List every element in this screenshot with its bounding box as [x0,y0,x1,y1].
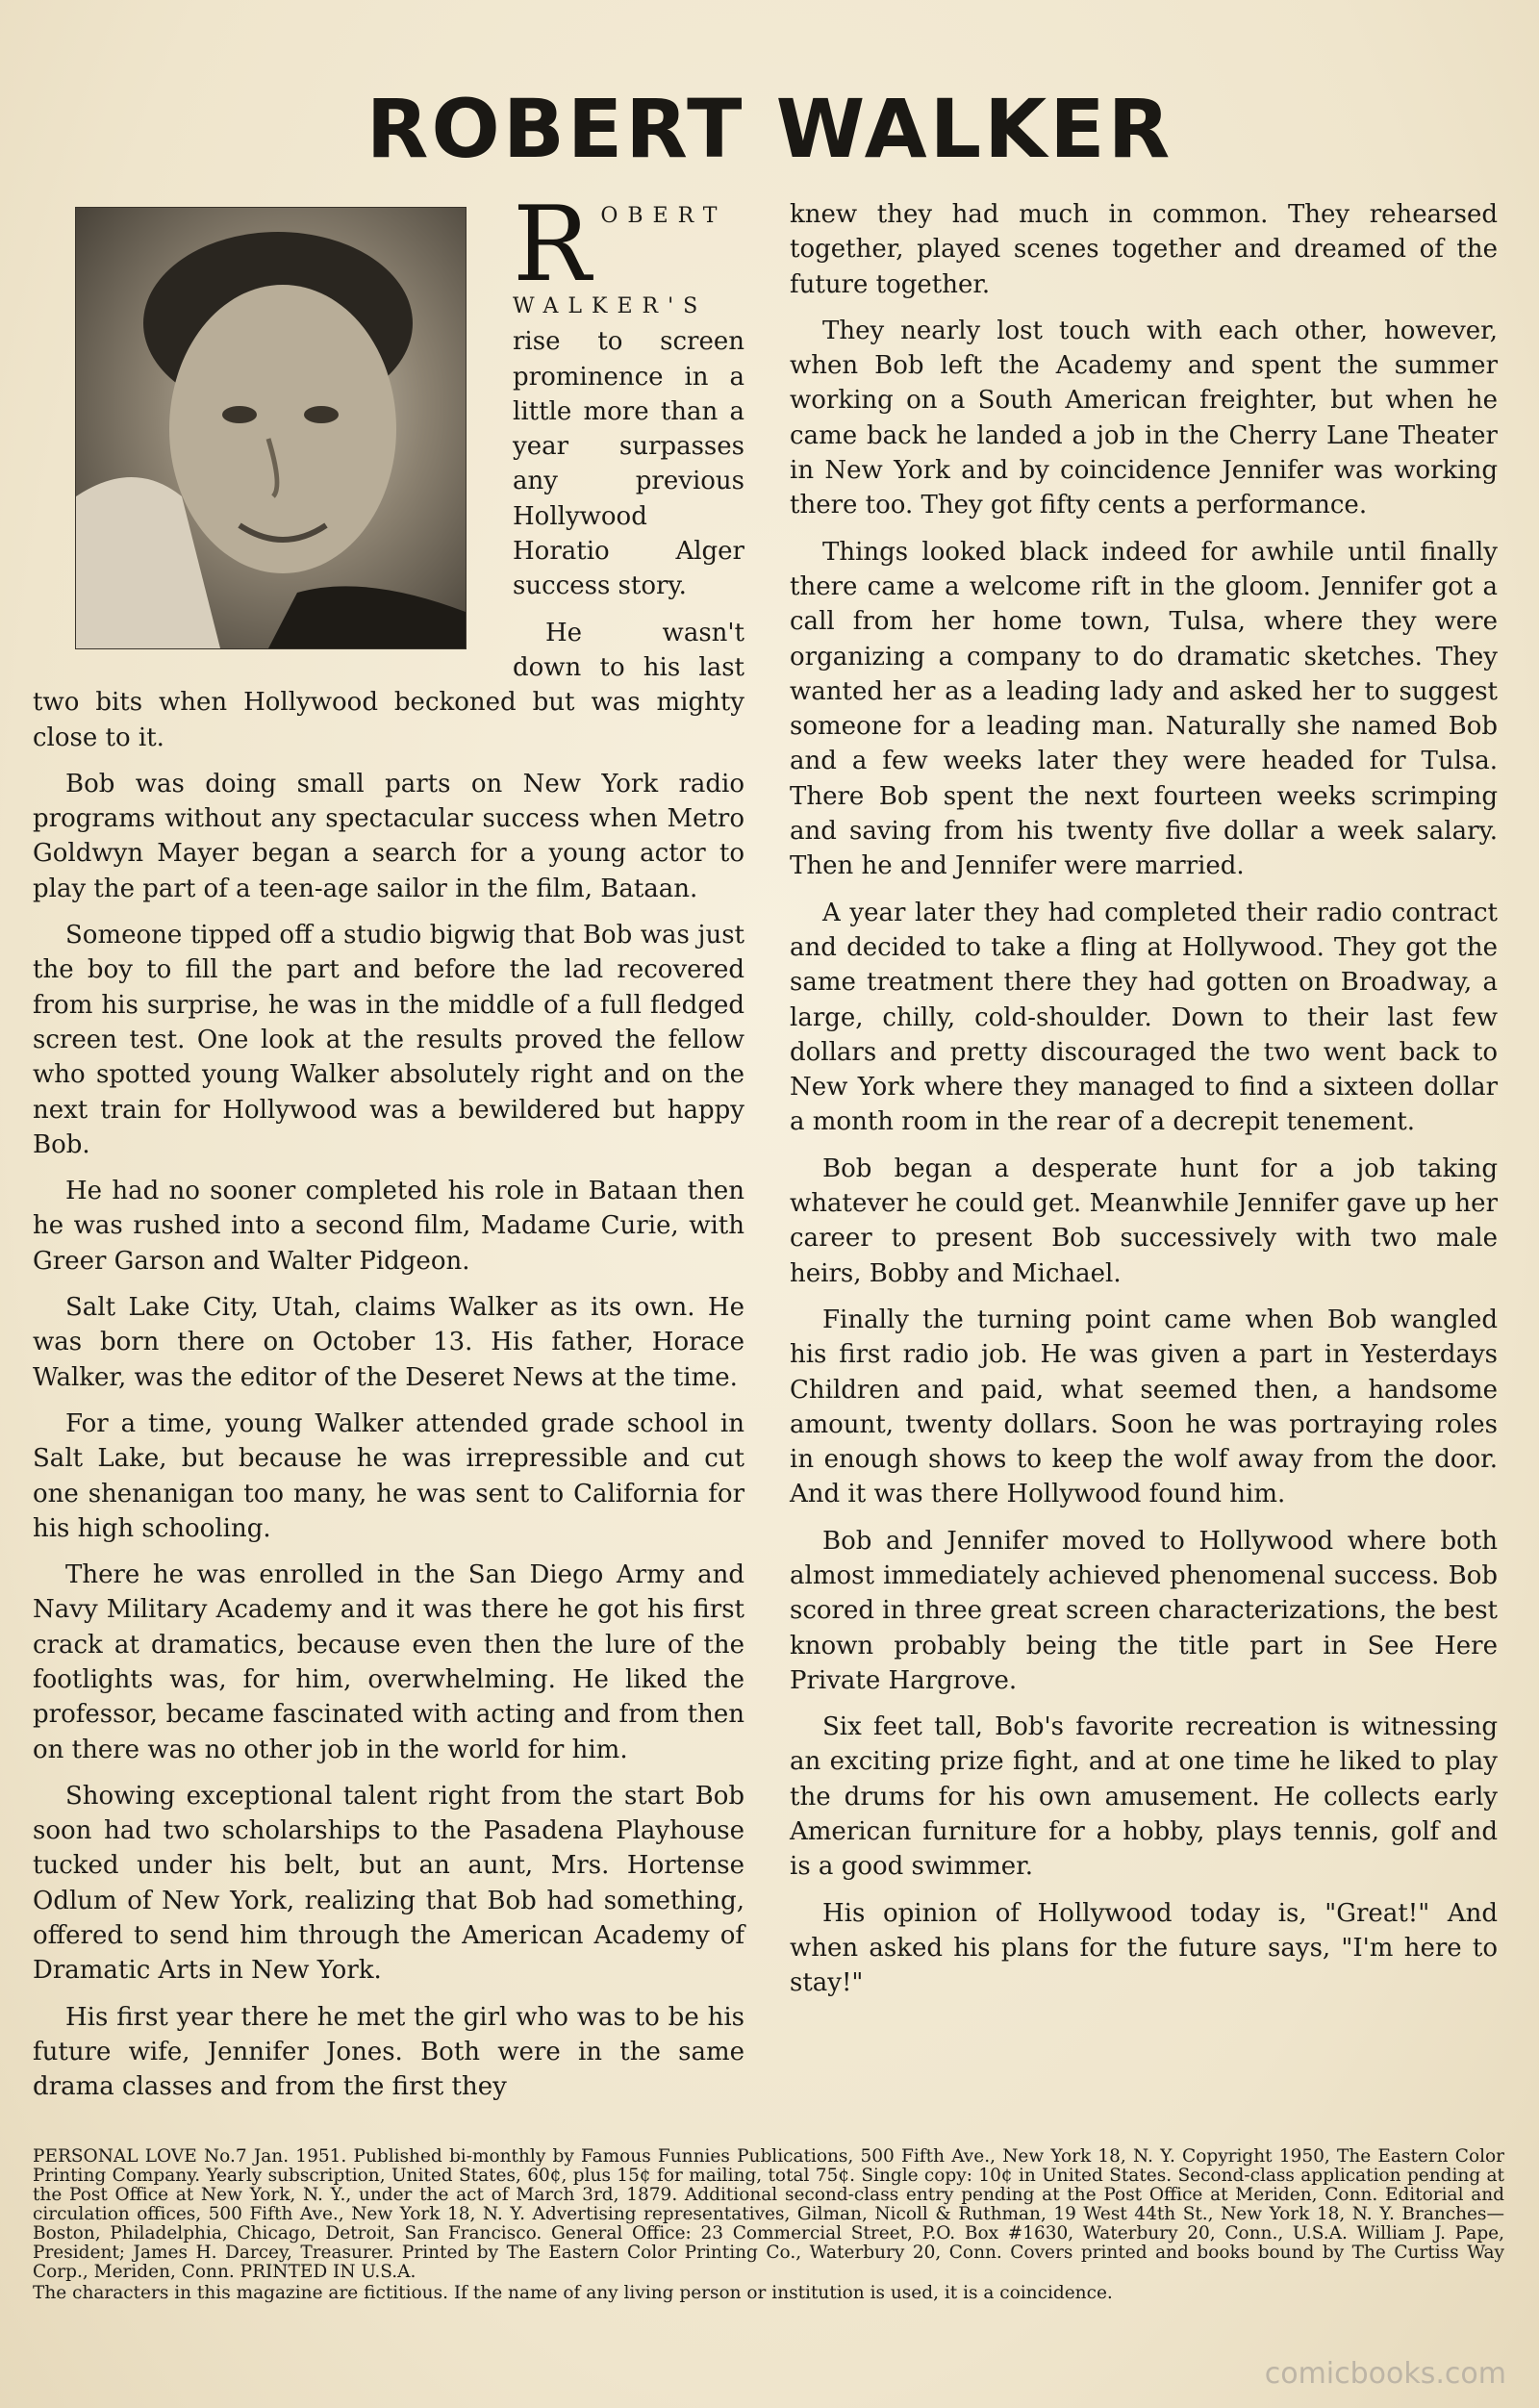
article-title: ROBERT WALKER [366,82,1173,176]
intro-text: rise to screen prominence in a little more than a year surpasses any previous Hollywood Horatio Alger success story. [513,327,744,601]
paragraph: Showing exceptional talent right from the start Bob soon had two scholarships to the Pasadena Playhouse tucked under his belt, but an aunt, Mrs. Hortense Odlum of New York, realizing that Bob had something, offered to send him through the American Academy of Dramatic Arts in New York. [33,1781,744,1986]
paragraph: A year later they had completed their radio contract and decided to take a fling at Hollywood. They got the same treatment there they had gotten on Broadway, a large, chilly, cold-shoulder. Down to their last few dollars and pretty discouraged the two went back to New York where they managed to find a sixteen dollar a month room in the rear of a decrepit tenement. [790,898,1498,1137]
disclaimer-text: The characters in this magazine are fictitious. If the name of any living person or institution is used, it is a coincidence. [33,2283,1113,2303]
paragraph: Bob was doing small parts on New York radio programs without any spectacular success when Metro Goldwyn Mayer began a search for a young actor to play the part of a teen-age sailor in the film, Bataan. [33,769,744,903]
left-column [33,185,744,2117]
paragraph: They nearly lost touch with each other, however, when Bob left the Academy and spent the summer working on a South American freighter, but when he came back he landed a job in the Cherry Lane Theater in New York and by coincidence Jennifer was working there too. They got fifty cents a performance. [790,316,1498,520]
intro-caps: OBERT WALKER'S [513,204,727,318]
paragraph: Things looked black indeed for awhile until finally there came a welcome rift in the gloom. Jennifer got a call from her home town, Tulsa, where they were organizing a company to do dramatic sketches. They wanted her as a leading lady and asked her to suggest someone for a leading man. Naturally she named Bob and a few weeks later they were headed for Tulsa. There Bob spent the next fourteen weeks scrimping and saving from his twenty five dollar a week salary. Then he and Jennifer were married. [790,537,1498,881]
paragraph: Someone tipped off a studio bigwig that Bob was just the boy to fill the part and before the lad recovered from his surprise, he was in the middle of a full fledged screen test. One look at the results proved the fellow who spotted young Walker absolutely right and on the next train for Hollywood was a bewildered but happy Bob. [33,921,744,1159]
paragraph: Salt Lake City, Utah, claims Walker as its own. He was born there on October 13. His father, Horace Walker, was the editor of the Deseret News at the time. [33,1293,744,1392]
paragraph: His opinion of Hollywood today is, "Great!" And when asked his plans for the future says, "I'm here to stay!" [790,1898,1498,1998]
paragraph: Bob began a desperate hunt for a job taking whatever he could get. Meanwhile Jennifer gave up her career to present Bob successively with two male heirs, Bobby and Michael. [790,1153,1498,1288]
portrait-photo [75,207,467,649]
right-column [790,197,1498,2013]
drop-cap: R [513,185,592,305]
paragraph: Finally the turning point came when Bob wangled his first radio job. He was given a part in Yesterdays Children and paid, what seemed then, a handsome amount, twenty dollars. Soon he was portraying roles in enough shows to keep the wolf away from the door. And it was there Hollywood found him. [790,1305,1498,1509]
portrait-illustration [76,208,466,648]
paragraph: For a time, young Walker attended grade school in Salt Lake, but because he was irrepressible and cut one shenanigan too many, he was sent to California for his high schooling. [33,1408,744,1543]
paragraph: Bob and Jennifer moved to Hollywood where both almost immediately achieved phenomenal success. Bob scored in three great screen characterizations, the best known probably being the title part in See Here Private Hargrove. [790,1526,1498,1695]
paragraph: He had no sooner completed his role in Bataan then he was rushed into a second film, Madame Curie, with Greer Garson and Walter Pidgeon. [33,1177,744,1276]
indicia-text: PERSONAL LOVE No.7 Jan. 1951. Published bi-monthly by Famous Funnies Publications, 500 Fifth Ave., New York 18, N. Y. Copyright 1950, The Eastern Color Printing Company. Yearly subscription, United States, 60¢, plus 15¢ for mailing, total 75¢. Single copy: 10¢ in United States. Second-class application pending at the Post Office at New York, N. Y., under the act of March 3rd, 1879. Additional second-class entry pending at the Post Office at Meriden, Conn. Editorial and circulation offices, 500 Fifth Ave., New York 18, N. Y. Advertising representatives, Gilman, Nicoll & Ruthman, 19 West 44th St., New York 18, N. Y. Branches—Boston, Philadelphia, Chicago, Detroit, San Francisco. General Office: 23 Commercial Street, P.O. Box #1630, Waterbury 20, Conn., U.S.A. William J. Pape, President; James H. Darcey, Treasurer. Printed by The Eastern Color Printing Co., Waterbury 20, Conn. Covers printed and books bound by The Curtiss Way Corp., Meriden, Conn. PRINTED IN U.S.A. [33,2146,1504,2282]
paragraph-continuation: knew they had much in common. They rehearsed together, played scenes together and dreamed of the future together. [790,200,1498,299]
site-watermark: comicbooks.com [1264,2357,1506,2391]
publication-indicia [33,2147,1504,2303]
paragraph: His first year there he met the girl who was to be his future wife, Jennifer Jones. Both were in the same drama classes and from the first they [33,2002,744,2102]
paragraph: There he was enrolled in the San Diego Army and Navy Military Academy and it was there he got his first crack at dramatics, because even then the lure of the footlights was, for him, overwhelming. He liked the professor, became fascinated with acting and from then on there was no other job in the world for him. [33,1560,744,1764]
paragraph: Six feet tall, Bob's favorite recreation is witnessing an exciting prize fight, and at one time he liked to play the drums for his own amusement. He collects early American furniture for a hobby, plays tennis, golf and is a good swimmer. [790,1712,1498,1882]
paragraph: He wasn't down to his last two bits when Hollywood beckoned but was mighty close to it. [33,618,744,752]
